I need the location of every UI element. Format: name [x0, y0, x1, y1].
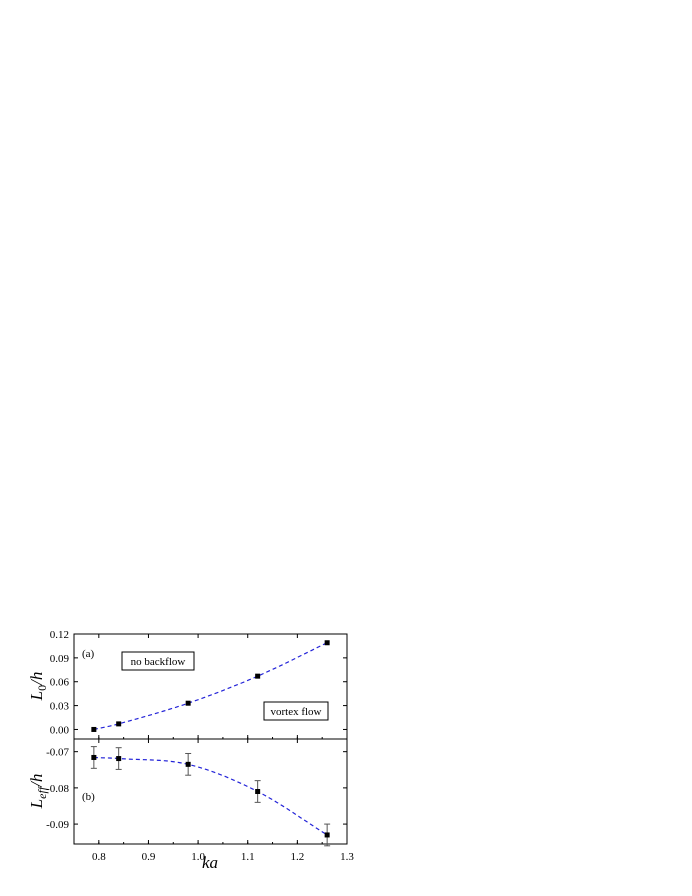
y-tick-label-0: 0.12 — [49, 629, 69, 641]
y-tick-label-0: 0.06 — [49, 676, 69, 689]
y-tick-label-0: 0.03 — [49, 700, 69, 713]
annotation-vortex-flow — [264, 702, 328, 720]
panel-b-frame — [74, 739, 347, 844]
data-point-1-2 — [186, 762, 191, 767]
x-tick-label: 0.9 — [141, 851, 156, 863]
x-tick-label: 1.1 — [240, 851, 255, 863]
svg-text:no backflow: no backflow — [130, 656, 186, 668]
data-point-0-2 — [186, 701, 191, 706]
y-tick-label-0: 0.09 — [49, 652, 69, 665]
y-axis-label-a: $L_0/h$ — [27, 671, 49, 701]
annotation-no-backflow — [122, 652, 194, 670]
y-tick-label-1: -0.09 — [46, 819, 69, 832]
y-tick-label-1: -0.07 — [46, 746, 69, 759]
x-axis-label: ka — [201, 853, 219, 872]
x-tick-label: 1.0 — [191, 851, 205, 863]
svg-text:vortex flow: vortex flow — [270, 706, 322, 718]
y-axis-label-b: $L_{eff}/h$ — [27, 773, 49, 809]
data-point-0-3 — [255, 674, 260, 679]
y-tick-label-0: 0.00 — [49, 724, 69, 737]
data-point-1-1 — [116, 756, 121, 761]
x-tick-label: 1.2 — [290, 851, 305, 863]
panel-a-tag: (a) — [82, 648, 95, 660]
data-point-1-0 — [91, 755, 96, 760]
y-tick-label-1: -0.08 — [46, 782, 69, 795]
x-tick-label: 0.8 — [91, 851, 106, 863]
panel-b-tag: (b) — [82, 791, 95, 803]
data-point-1-3 — [255, 789, 260, 794]
data-point-0-4 — [325, 640, 330, 645]
data-point-1-4 — [325, 832, 330, 837]
data-point-0-0 — [91, 727, 96, 732]
data-point-0-1 — [116, 721, 121, 726]
x-tick-label: 1.3 — [340, 851, 354, 863]
panel-a-frame — [74, 634, 347, 739]
fit-curve-1 — [94, 758, 327, 835]
